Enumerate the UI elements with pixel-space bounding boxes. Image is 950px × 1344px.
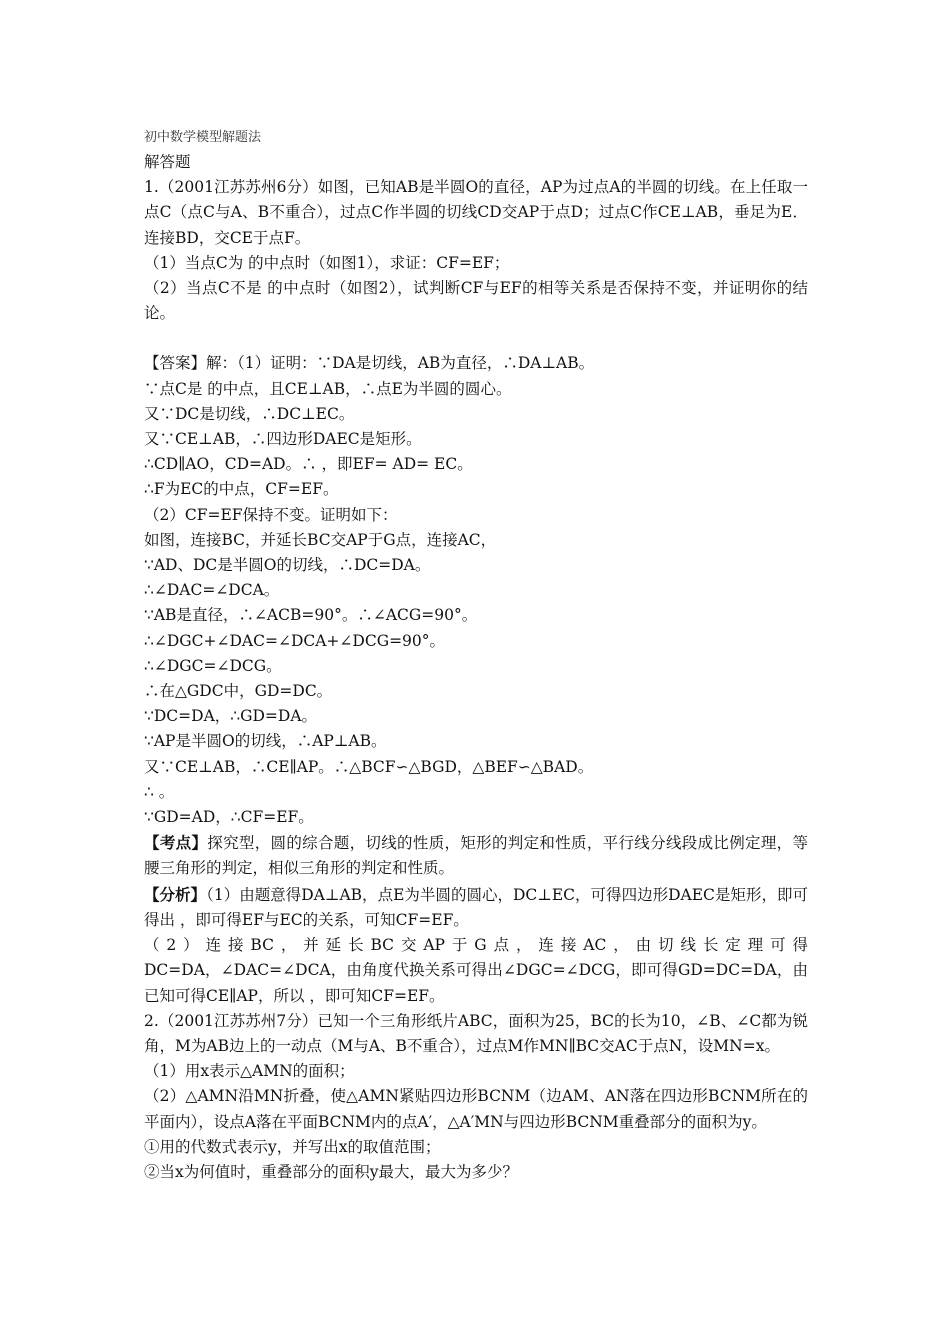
q2-sub2: ②当x为何值时，重叠部分的面积y最大，最大为多少？: [144, 1162, 518, 1181]
answer-line: ∴在△GDC中，GD=DC。: [144, 682, 333, 701]
q2-sub1: ①用的代数式表示y，并写出x的取值范围；: [144, 1137, 441, 1156]
q2-stem: 2.（2001江苏苏州7分）已知一个三角形纸片ABC，面积为25，BC的长为10，∠B、∠C都为锐角，M为AB边上的一动点（M与A、B不重合），过点M作MN∥BC交AC于点N，设MN=x。: [144, 1011, 808, 1055]
kaodian-tag: 【考点】: [144, 833, 208, 853]
answer-line: ∵AP是半圆O的切线，∴AP⊥AB。: [144, 732, 387, 751]
q1-part2: （2）当点C不是 的中点时（如图2），试判断CF与EF的相等关系是否保持不变，并证明你的结论。: [144, 279, 808, 323]
answer-line: ∴F为EC的中点，CF=EF。: [144, 480, 339, 499]
answer-line: 又∵DC是切线，∴DC⊥EC。: [144, 404, 355, 423]
answer-line: ∵AD、DC是半圆O的切线，∴DC=DA。: [144, 556, 431, 575]
q2-part1: （1）用x表示△AMN的面积；: [144, 1062, 355, 1081]
answer-line: ∵点C是 的中点，且CE⊥AB，∴点E为半圆的圆心。: [144, 379, 512, 398]
answer-line: 又∵CE⊥AB，∴四边形DAEC是矩形。: [144, 430, 422, 449]
blank-line: [144, 326, 808, 351]
answer-line: （2）CF=EF保持不变。证明如下：: [144, 505, 398, 524]
kaodian-text: 探究型，圆的综合题，切线的性质，矩形的判定和性质，平行线分线段成比例定理，等腰三角形的判定，相似三角形的判定和性质。: [144, 834, 808, 878]
section-title: 解答题: [144, 153, 191, 171]
answer-line: 如图，连接BC，并延长BC交AP于G点，连接AC，: [144, 530, 497, 549]
fenxi-text-2-rest: DC=DA，∠DAC=∠DCA，由角度代换关系可得出∠DGC=∠DCG，即可得GD=DC=DA，由已知可得CE∥AP，所以 ，即可知CF=EF。: [144, 961, 808, 1005]
answer-line: ∴ 。: [144, 782, 175, 801]
q2-part2: （2）△AMN沿MN折叠，使△AMN紧贴四边形BCNM（边AM、AN落在四边形BCNM所在的平面内），设点A落在平面BCNM内的点A′，△A′MN与四边形BCNM重叠部分的面积为y。: [144, 1087, 808, 1131]
answer-line: ∵DC=DA，∴GD=DA。: [144, 707, 318, 726]
document-page: [144, 126, 808, 1185]
answer-line: ∴∠DAC=∠DCA。: [144, 581, 280, 600]
fenxi-paragraph: [144, 882, 808, 933]
q1-stem: 1.（2001江苏苏州6分）如图，已知AB是半圆O的直径，AP为过点A的半圆的切线。在上任取一点C（点C与A、B不重合），过点C作半圆的切线CD交AP于点D；过点C作CE⊥AB，垂足为E．连接BD，交CE于点F。: [144, 178, 808, 247]
answer-line: ∵GD=AD，∴CF=EF。: [144, 808, 314, 827]
page-header: 初中数学模型解题法: [144, 130, 262, 145]
answer-line: ∴CD∥AO，CD=AD。∴ ，即EF= AD= EC。: [144, 455, 473, 474]
q1-part1: （1）当点C为 的中点时（如图1），求证：CF=EF；: [144, 253, 510, 272]
answer-line: ∴∠DGC=∠DCG。: [144, 656, 282, 675]
answer-line: ∵AB是直径，∴∠ACB=90°。∴∠ACG=90°。: [144, 606, 478, 625]
answer-line: ∴∠DGC+∠DAC=∠DCA+∠DCG=90°。: [144, 631, 446, 650]
answer-line: 又∵CE⊥AB，∴CE∥AP。∴△BCF∽△BGD，△BEF∽△BAD。: [144, 757, 594, 776]
fenxi-tag: 【分析】: [144, 884, 207, 904]
kaodian-paragraph: [144, 830, 808, 881]
answer-line: 【答案】解：（1）证明：∵DA是切线，AB为直径，∴DA⊥AB。: [144, 354, 595, 373]
fenxi-text-2-first-line: （2）连接BC，并延长BC交AP于G点，连接AC，由切线长定理可得: [144, 936, 808, 955]
fenxi-text-1: （1）由题意得DA⊥AB，点E为半圆的圆心，DC⊥EC，可得四边形DAEC是矩形，即可得出 ，即可得EF与EC的关系，可知CF=EF。: [144, 885, 808, 929]
